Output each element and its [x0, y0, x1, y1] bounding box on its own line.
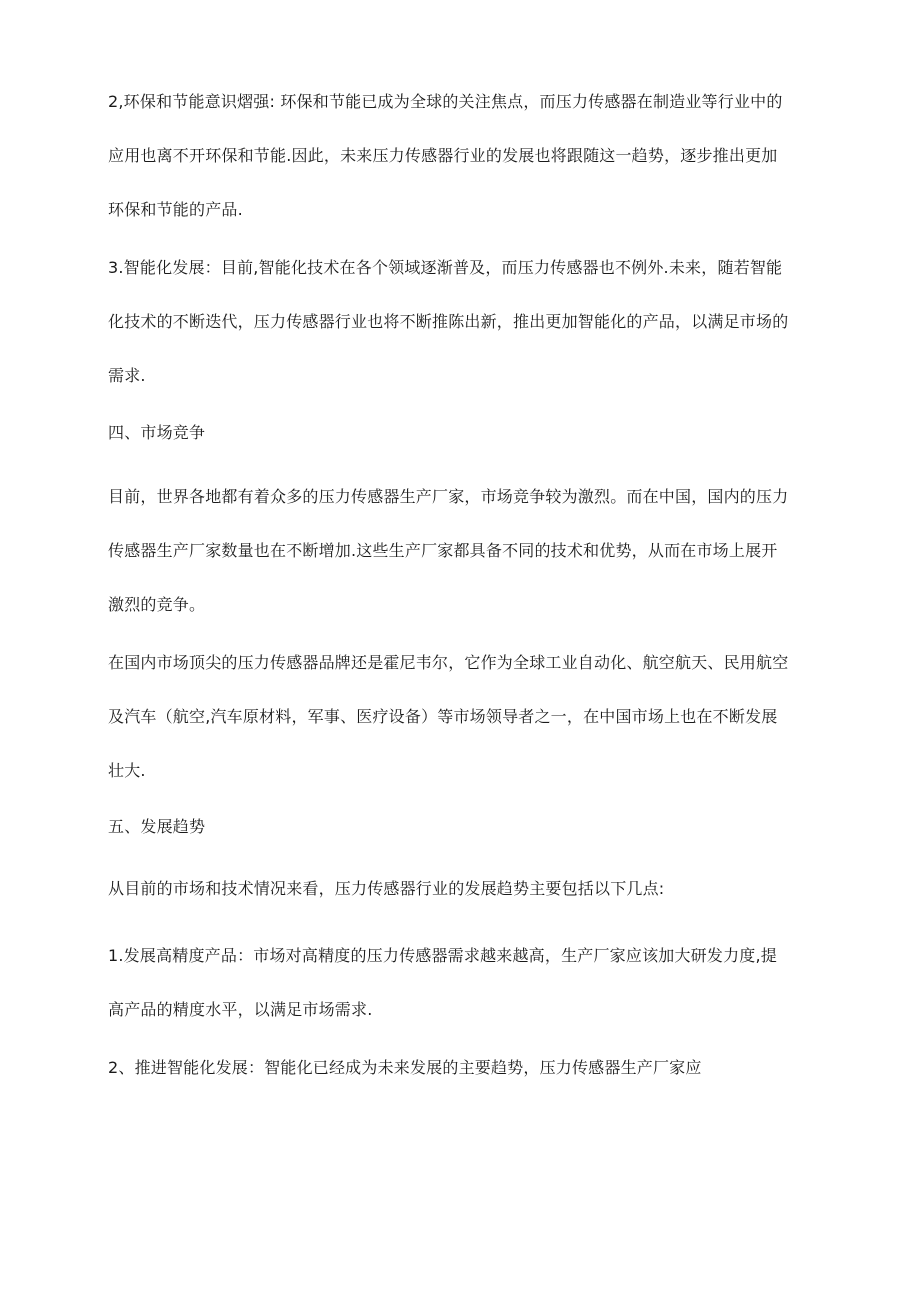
section-heading-development-trends — [108, 800, 828, 854]
text-line: 2,环保和节能意识熠强: 环保和节能已成为全球的关注焦点，而压力传感器在制造业等行业中的 — [108, 92, 783, 111]
text-line: 目前，世界各地都有着众多的压力传感器生产厂家，市场竞争较为激烈。而在中国，国内的压力 — [108, 487, 789, 506]
text-line: 激烈的竞争。 — [108, 595, 206, 614]
paragraph-competition-overview — [108, 470, 828, 632]
paragraph-top-brand — [108, 636, 828, 798]
section-heading-market-competition — [108, 406, 828, 460]
text-line: 传感器生产厂家数量也在不断增加.这些生产厂家都具备不同的技术和优势，从而在市场上展开 — [108, 541, 778, 560]
text-line: 1.发展高精度产品：市场对高精度的压力传感器需求越来越高，生产厂家应该加大研发力度,提 — [108, 946, 777, 965]
paragraph-intelligent-development — [108, 241, 828, 403]
paragraph-environmental-awareness — [108, 75, 828, 237]
text-line: 在国内市场顶尖的压力传感器品牌还是霍尼韦尔，它作为全球工业自动化、航空航天、民用航空 — [108, 653, 789, 672]
paragraph-promote-intelligence — [108, 1041, 828, 1095]
text-line: 3.智能化发展：目前,智能化技术在各个领域逐渐普及，而压力传感器也不例外.未来，随若智能 — [108, 258, 783, 277]
paragraph-high-precision — [108, 929, 828, 1037]
text-line: 四、市场竞争 — [108, 423, 206, 442]
text-line: 壮大. — [108, 761, 146, 780]
text-line: 需求. — [108, 366, 146, 385]
text-line: 及汽车（航空,汽车原材料，军事、医疗设备）等市场领导者之一，在中国市场上也在不断发展 — [108, 707, 778, 726]
text-line: 应用也离不开环保和节能.因此，未来压力传感器行业的发展也将跟随这一趋势，逐步推出更加 — [108, 146, 778, 165]
paragraph-trends-intro — [108, 862, 828, 916]
text-line: 化技术的不断迭代，压力传感器行业也将不断推陈出新，推出更加智能化的产品，以满足市场的 — [108, 312, 789, 331]
text-line: 环保和节能的产品. — [108, 200, 243, 219]
text-line: 从目前的市场和技术情况来看，压力传感器行业的发展趋势主要包括以下几点: — [108, 879, 665, 898]
text-line: 高产品的精度水平，以满足市场需求. — [108, 1000, 373, 1019]
text-line: 2、推进智能化发展：智能化已经成为未来发展的主要趋势，压力传感器生产厂家应 — [108, 1058, 702, 1077]
text-line: 五、发展趋势 — [108, 817, 206, 836]
